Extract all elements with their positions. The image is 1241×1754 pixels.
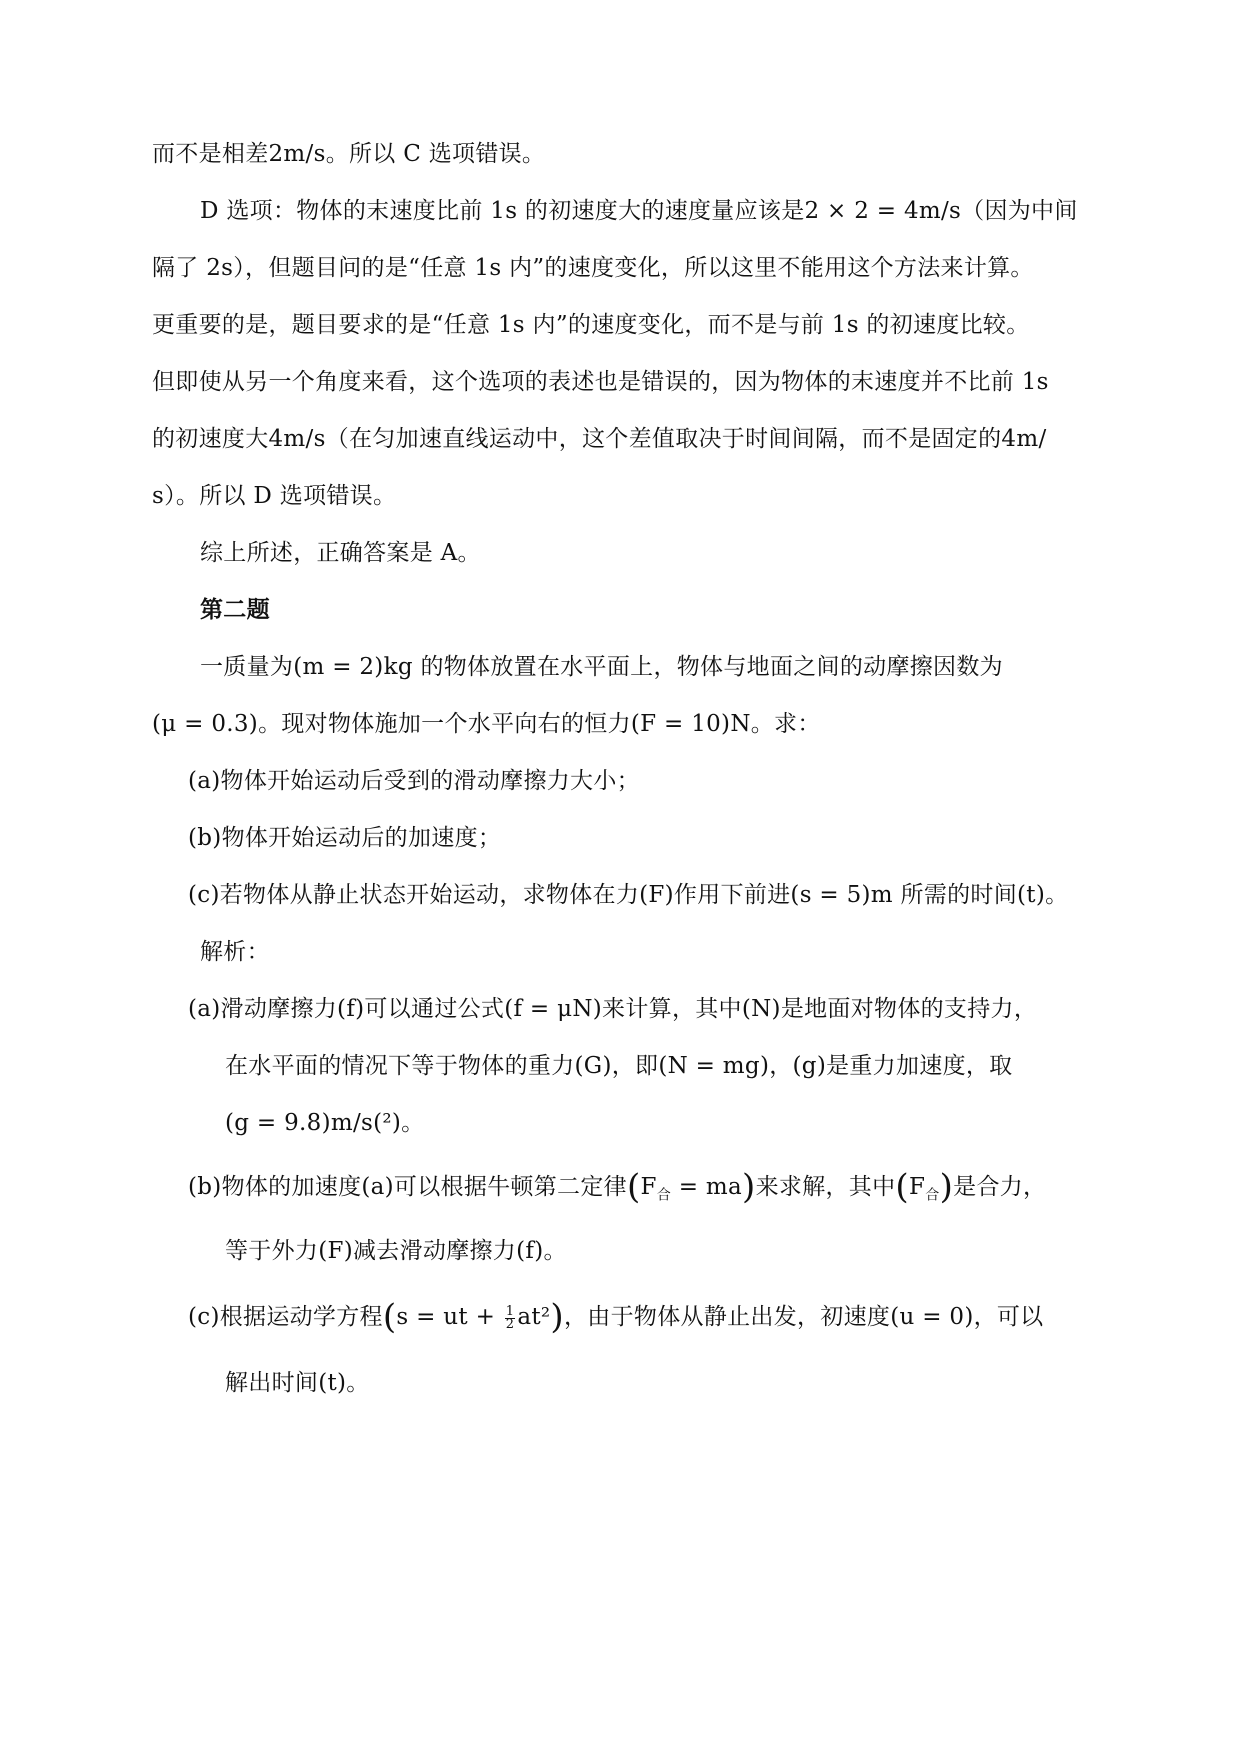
equation-part: s = ut +	[396, 1304, 503, 1330]
formula-rest: = ma	[671, 1174, 743, 1200]
answer-a-line: 在水平面的情况下等于物体的重力(G)，即(N = mg)，(g)是重力加速度，取	[225, 1053, 1013, 1079]
answer-c-line: 解出时间(t)。	[225, 1370, 370, 1396]
answer-a-line: (g = 9.8)m/s(²)。	[225, 1110, 425, 1136]
answer-b-prefix: (b)物体的加速度(a)可以根据牛顿第二定律	[188, 1174, 627, 1200]
question-a: (a)物体开始运动后受到的滑动摩擦力大小；	[188, 768, 640, 794]
text-line: 而不是相差2m/s。所以 C 选项错误。	[152, 141, 546, 167]
left-paren: (	[626, 1167, 641, 1207]
text-line: s）。所以 D 选项错误。	[152, 483, 397, 509]
text-line: 隔了 2s），但题目问的是“任意 1s 内”的速度变化，所以这里不能用这个方法来计算。	[152, 255, 1034, 281]
conclusion-line: 综上所述，正确答案是 A。	[200, 540, 481, 566]
text-line: 但即使从另一个角度来看，这个选项的表述也是错误的，因为物体的末速度并不比前 1s	[152, 369, 1049, 395]
question-b: (b)物体开始运动后的加速度；	[188, 825, 502, 851]
fraction	[505, 1303, 516, 1332]
formula-subscript: 合	[925, 1187, 940, 1204]
left-paren: (	[895, 1167, 909, 1207]
answer-b-end: 是合力，	[953, 1174, 1047, 1200]
formula-f: F	[640, 1174, 657, 1200]
fraction-denominator: 2	[505, 1316, 515, 1332]
text-line: 的初速度大4m/s（在匀加速直线运动中，这个差值取决于时间间隔，而不是固定的4m/	[152, 426, 1047, 452]
right-paren: )	[742, 1167, 756, 1207]
answer-b-mid: 来求解，其中	[755, 1174, 896, 1200]
fraction-numerator: 1	[505, 1303, 515, 1319]
answer-a-line: (a)滑动摩擦力(f)可以通过公式(f = μN)来计算，其中(N)是地面对物体的支持力，	[188, 996, 1038, 1022]
analysis-label: 解析：	[200, 939, 270, 965]
answer-c-end: ，由于物体从静止出发，初速度(u = 0)，可以	[564, 1304, 1044, 1330]
problem-line: (μ = 0.3)。现对物体施加一个水平向右的恒力(F = 10)N。求：	[152, 711, 821, 737]
answer-c-prefix: (c)根据运动学方程	[188, 1304, 383, 1330]
formula-subscript: 合	[656, 1187, 672, 1204]
right-paren: )	[550, 1297, 564, 1337]
left-paren: (	[382, 1297, 397, 1337]
answer-b-line: 等于外力(F)减去滑动摩擦力(f)。	[225, 1238, 567, 1264]
problem-line: 一质量为(m = 2)kg 的物体放置在水平面上，物体与地面之间的动摩擦因数为	[200, 654, 1003, 680]
equation-part: at²	[517, 1304, 551, 1330]
formula-f: F	[908, 1174, 926, 1200]
answer-b-line	[188, 1167, 1047, 1211]
question-c: (c)若物体从静止状态开始运动，求物体在力(F)作用下前进(s = 5)m 所需的时间(t)。	[188, 882, 1069, 908]
answer-c-line	[188, 1297, 1044, 1337]
text-line: 更重要的是，题目要求的是“任意 1s 内”的速度变化，而不是与前 1s 的初速度比较。	[152, 312, 1030, 338]
right-paren: )	[939, 1167, 954, 1207]
text-line: D 选项：物体的末速度比前 1s 的初速度大的速度量应该是2 × 2 = 4m/s（因为中间	[200, 198, 1078, 224]
section-heading: 第二题	[200, 596, 270, 623]
